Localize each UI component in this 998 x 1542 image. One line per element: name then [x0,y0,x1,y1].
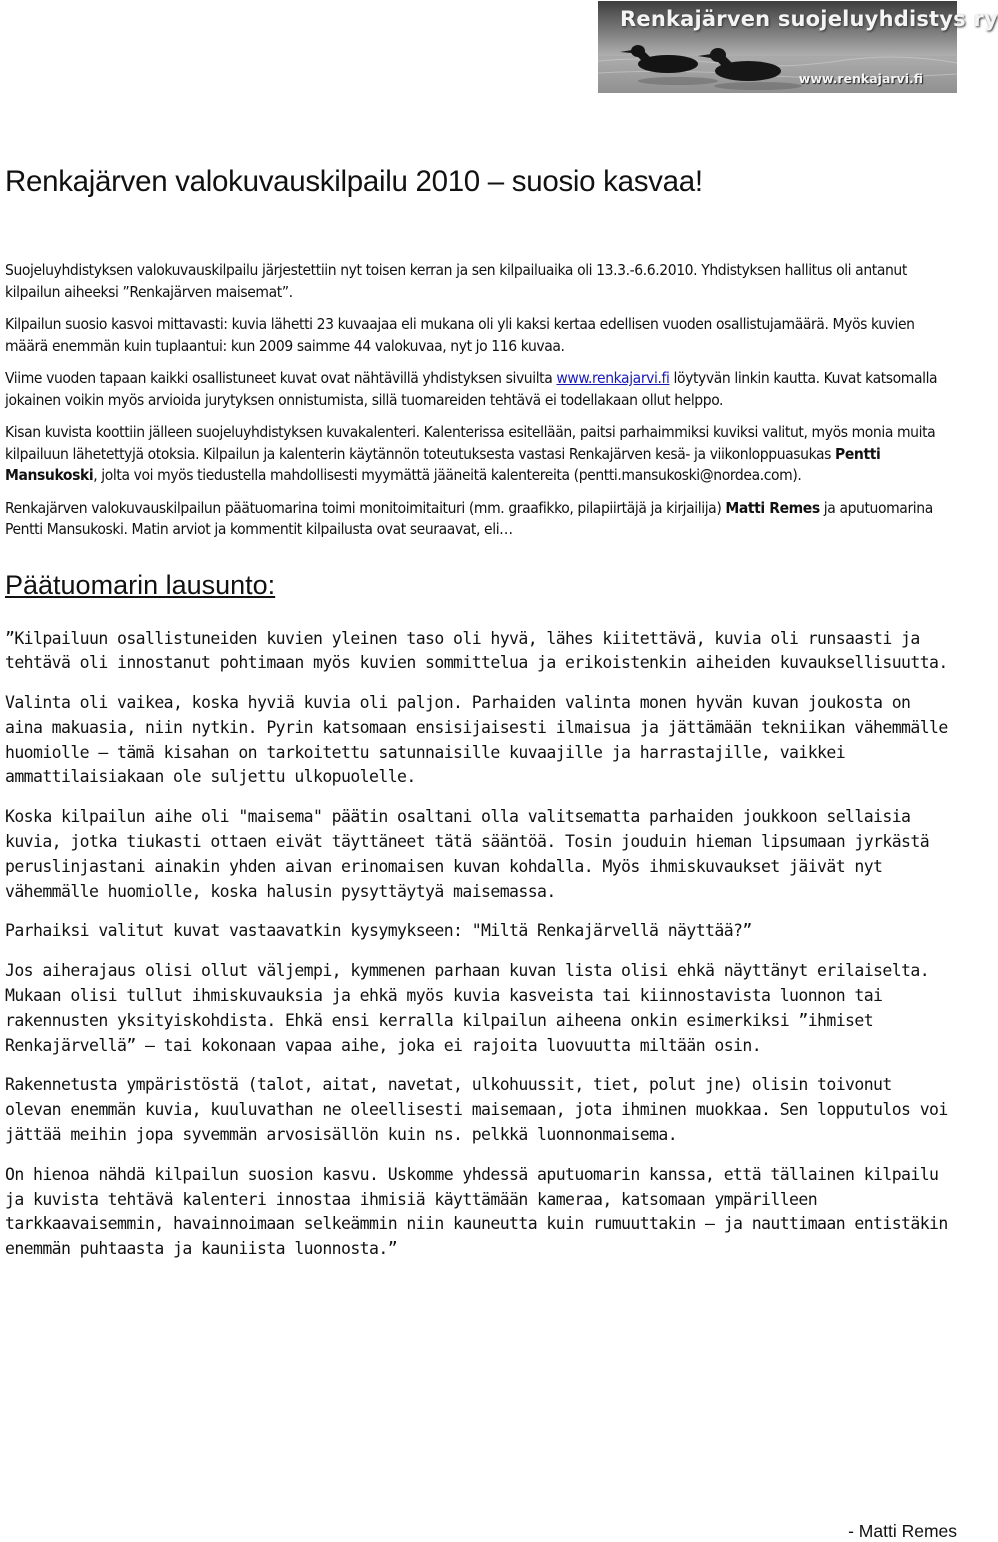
logo-url: www.renkajarvi.fi [798,71,923,86]
statement-paragraph: ”Kilpailuun osallistuneiden kuvien yleinen taso oli hyvä, lähes kiitettävä, kuvia oli runsaasti ja tehtävä oli innostanut pohtimaan myös kuvien sommittelua ja erikoistenkin aiheiden kuvauksellisuutta. [5,628,948,673]
intro-paragraph [5,368,957,411]
statement-paragraph: On hienoa nähdä kilpailun suosion kasvu. Uskomme yhdessä aputuomarin kanssa, että tällainen kilpailu ja kuvista tehtävä kalenteri innostaa ihmisiä käyttämään kameraa, katsomaan ympärilleen tarkkaavaisemmin, havainnoimaan selkeämmin niin kauneutta kuin rumuuttakin – ja nauttimaan entistäkin enemmän puhtaasta ja kauniista luonnosta.” [5,1164,948,1259]
bold-name: Matti Remes [725,498,820,517]
statement-paragraph: Valinta oli vaikea, koska hyviä kuvia oli paljon. Parhaiden valinta monen hyvän kuvan joukosta on aina makuasia, niin nytkin. Pyrin katsomaan ensisijaisesti ilmaisua ja jättämään tekniikan vähemmälle huomiolle – tämä kisahan on tarkoitettu satunnaisille kuvaajille ja harrastajille, vaikkei ammattilaisiakaan ole suljettu ulkopuolelle. [5,693,948,787]
statement-paragraph: Jos aiherajaus olisi ollut väljempi, kymmenen parhaan kuvan lista olisi ehkä näyttänyt erilaiselta. Mukaan olisi tullut ihmiskuvauksia ja ehkä myös kuvia kasveista tai kiinnostavista luonnon tai rakennusten yksityiskohdista. Ehkä ensi kerralla kilpailun aiheena onkin esimerkiksi ”ihmiset Renkajärvellä” – tai kokonaan vapaa aihe, joka ei rajoita luovuutta miltään osin. [5,961,930,1055]
intro-paragraph [5,498,957,541]
association-logo [598,1,998,93]
statement-paragraph: Koska kilpailun aihe oli "maisema" päätin osaltani olla valitsematta parhaiden joukkoon sellaisia kuvia, jotka tiukasti ottaen eivät täyttäneet tätä sääntöä. Tosin jouduin hieman lipsumaan jyrkästä peruslinjastani ainakin yhden aivan erinomaisen kuvan kohdalla. Myös ihmiskuvaukset jäivät nyt vähemmälle huomiolle, koska halusin pysyttäytyä maisemassa. [5,807,930,901]
page-title: Renkajärven valokuvauskilpailu 2010 – suosio kasvaa! [5,165,703,198]
text-span: , jolta voi myös tiedustella mahdollisesti myymättä jääneitä kalentereita (pentti.mansukoski@nordea.com). [93,466,802,484]
intro-paragraph [5,422,957,487]
text-span: Renkajärven valokuvauskilpailun päätuomarina toimi monitoimitaituri (mm. graafikko, pilapiirtäjä ja kirjailija) [5,498,726,517]
bold-name: Pentti Mansukoski [5,444,881,484]
logo-title: Renkajärven suojeluyhdistys ry [620,7,998,31]
intro-paragraph: Suojeluyhdistyksen valokuvauskilpailu järjestettiin nyt toisen kerran ja sen kilpailuaika oli 13.3.-6.6.2010. Yhdistyksen hallitus oli antanut kilpailun aiheeksi ”Renkajärven maisemat”. [5,261,907,301]
text-span: Viime vuoden tapaan kaikki osallistuneet kuvat ovat nähtävillä yhdistyksen sivuilta [5,369,557,387]
article [5,164,957,1277]
statement-paragraph: Parhaiksi valitut kuvat vastaavatkin kysymykseen: "Miltä Renkajärvellä näyttää?” [5,921,752,941]
intro-section [5,260,957,541]
statement-heading: Päätuomarin lausunto: [5,569,276,600]
intro-paragraph: Kilpailun suosio kasvoi mittavasti: kuvia lähetti 23 kuvaajaa eli mukana oli yli kaksi kertaa edellisen vuoden osallistujamäärä. Myös kuvien määrä enemmän kuin tuplaantui: kun 2009 saimme 44 valokuvaa, nyt jo 116 kuvaa. [5,315,915,355]
text-span: ja aputuomarina Pentti Mansukoski. Matin arviot ja kommentit kilpailusta ovat seuraavat, eli… [5,498,933,538]
website-link[interactable]: www.renkajarvi.fi [556,369,670,387]
text-span: löytyvän linkin kautta. Kuvat katsomalla jokainen voikin myös arvioida jurytyksen onnistumista, sillä tuomareiden tehtävä ei todellakaan ollut helppo. [5,369,938,409]
text-span: Kisan kuvista koottiin jälleen suojeluyhdistyksen kuvakalenteri. Kalenterissa esitellään, paitsi parhaimmiksi kuviksi valitut, myös monia muita kilpailuun lähetettyjä otoksia. Kilpailun ja kalenterin käytännön toteutuksesta vastasi Renkajärven kesä- ja viikonloppuasukas [5,423,936,463]
statement-section [5,627,957,1263]
statement-paragraph: Rakennetusta ympäristöstä (talot, aitat, navetat, ulkohuussit, tiet, polut jne) olisin toivonut olevan enemmän kuvia, kuuluvathan ne oleellisesti maisemaan, jota ihminen muokkaa. Sen lopputulos voi jättää meihin jopa syvemmän arvosisällön kuin ns. pelkkä luonnonmaisema. [5,1075,948,1145]
signature: - Matti Remes [848,1521,957,1541]
